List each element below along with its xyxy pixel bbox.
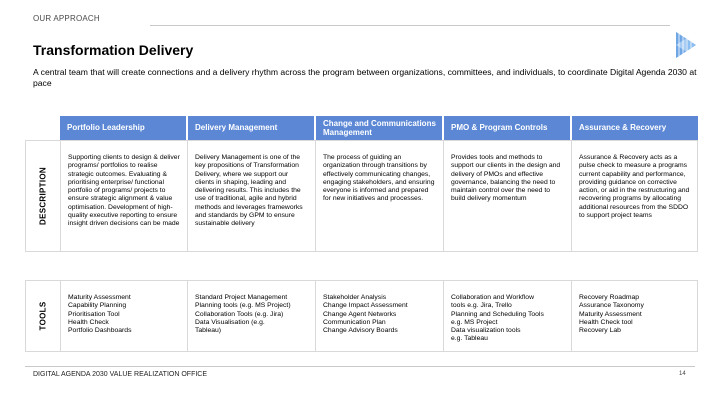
tool-item: Assurance Taxonomy [579, 302, 644, 310]
description-cell: Assurance & Recovery acts as a pulse check to measure a programs current capability and performance, providing guidance on corrective action, or aid in the restructuring and recovering programs by allocating additional resources from the SDDO to support project teams [572, 140, 698, 252]
footer-divider [25, 366, 695, 367]
column-header-pmo-program-controls: PMO & Program Controls [444, 116, 570, 140]
tool-item: Data visualization tools [451, 327, 521, 335]
tool-item: Portfolio Dashboards [68, 327, 132, 335]
tools-cell [444, 280, 572, 352]
description-cell: Delivery Management is one of the key propositions of Transformation Delivery, where we support our clients in shaping, leading and delivering results. This includes the use of traditional, agile and hybrid methods and leverages frameworks and standards by GPM to ensure sustainable delivery [188, 140, 316, 252]
logo-icon [676, 32, 696, 58]
column-header-change-communications: Change and Communications Management [316, 116, 442, 140]
tool-item: Change Advisory Boards [323, 327, 398, 335]
tool-item: Change Agent Networks [323, 310, 397, 318]
tool-item: Stakeholder Analysis [323, 294, 387, 301]
tools-cell [316, 280, 444, 352]
tool-item: Standard Project Management [195, 294, 288, 301]
tool-item: Data Visualisation (e.g. [195, 318, 265, 326]
tool-item: Maturity Assessment [68, 294, 131, 301]
tool-item: e.g. MS Project [451, 318, 498, 326]
footer-text: DIGITAL AGENDA 2030 VALUE REALIZATION OFFICE [33, 371, 208, 378]
tool-item: Health Check tool [579, 318, 633, 326]
tool-item: Recovery Roadmap [579, 294, 640, 301]
description-row-label [25, 140, 60, 252]
tools-cell [572, 280, 698, 352]
header-divider [150, 25, 670, 26]
tool-item: e.g. Tableau [451, 335, 488, 343]
tool-item: Tableau) [195, 327, 222, 335]
tool-item: Planning tools (e.g. MS Project) [195, 302, 291, 310]
tool-item: Capability Planning [68, 302, 127, 310]
column-header-delivery-management: Delivery Management [188, 116, 314, 140]
tools-label: TOOLS [38, 301, 48, 331]
tools-row-label [25, 280, 60, 352]
page-title: Transformation Delivery [33, 42, 194, 58]
page-subtitle: A central team that will create connections and a delivery rhythm across the program between organizations, committees, and individuals, to coordinate Digital Agenda 2030 at pace [33, 67, 697, 88]
tools-cell [60, 280, 188, 352]
page-number: 14 [679, 371, 686, 377]
tool-item: Health Check [68, 318, 109, 326]
description-cell: The process of guiding an organization through transitions by effectively communicating changes, engaging stakeholders, and ensuring everyone is informed and prepared for new initiatives and processes. [316, 140, 444, 252]
description-cell: Provides tools and methods to support our clients in the design and delivery of PMOs and effective governance, balancing the need to maintain control over the need to build delivery momentum [444, 140, 572, 252]
tool-item: Prioritisation Tool [68, 310, 120, 318]
tool-item: Collaboration Tools (e.g. Jira) [195, 310, 284, 318]
tool-item: Maturity Assessment [579, 310, 642, 318]
tool-item: Planning and Scheduling Tools [451, 310, 544, 318]
column-header-portfolio-leadership: Portfolio Leadership [60, 116, 186, 140]
tool-item: Recovery Lab [579, 327, 621, 335]
description-cell: Supporting clients to design & deliver programs/ portfolios to realise strategic outcomes. Evaluating & prioritising enterprise/ functional portfolio of programs/ projects to ensure strategic alignment & value optimisation. Development of high-quality executive reporting to ensure insight driven decisions can be made [60, 140, 188, 252]
tool-item: tools e.g. Jira, Trello [451, 302, 512, 310]
section-label: OUR APPROACH [33, 14, 100, 23]
tool-item: Change Impact Assessment [323, 302, 408, 310]
tools-cell [188, 280, 316, 352]
tool-item: Communication Plan [323, 318, 386, 326]
column-header-assurance-recovery: Assurance & Recovery [572, 116, 698, 140]
description-label: DESCRIPTION [38, 167, 48, 225]
tool-item: Collaboration and Workflow [451, 294, 534, 301]
